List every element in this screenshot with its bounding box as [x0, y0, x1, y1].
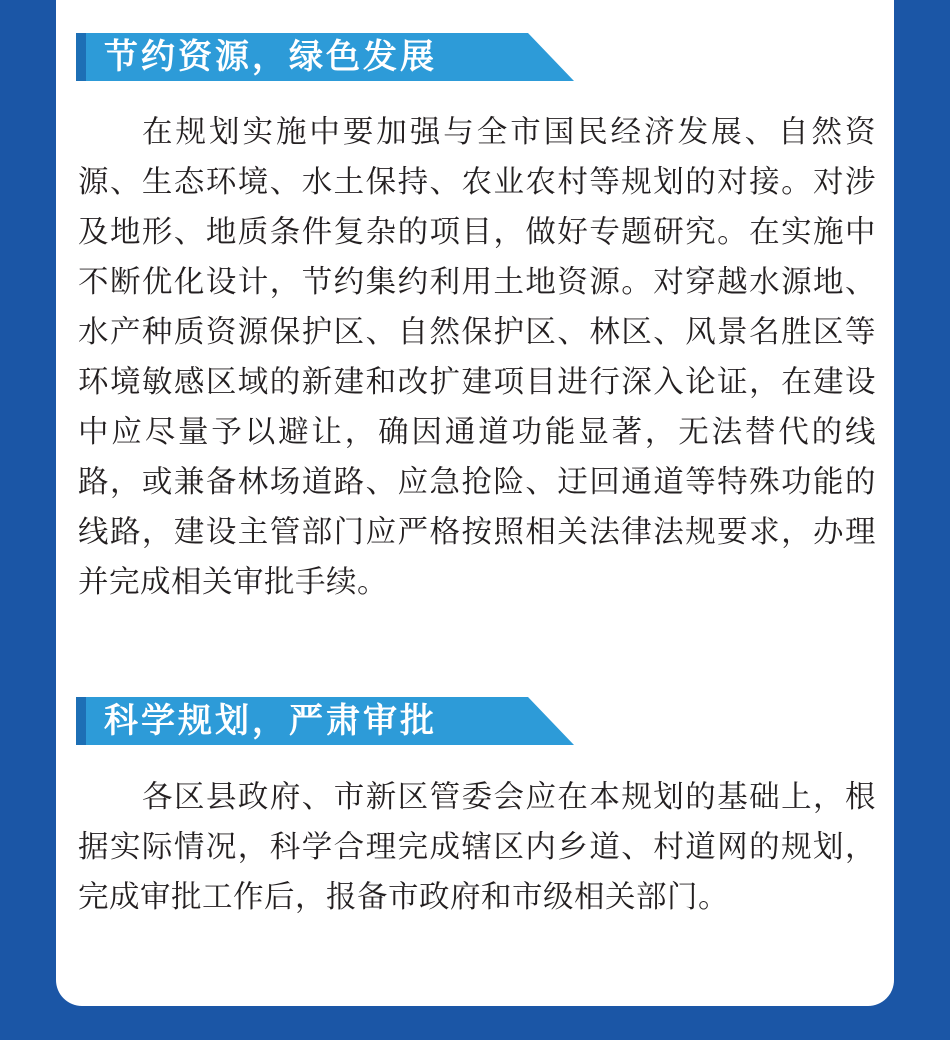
- section-heading-resources: [76, 33, 574, 81]
- section-heading-planning: [76, 697, 574, 745]
- section-heading-text: 科学规划，严肃审批: [104, 701, 437, 741]
- section-body-resources: 在规划实施中要加强与全市国民经济发展、自然资源、生态环境、水土保持、农业农村等规划的对接。对涉及地形、地质条件复杂的项目，做好专题研究。在实施中不断优化设计，节约集约利用土地资源。对穿越水源地、水产种质资源保护区、自然保护区、林区、风景名胜区等环境敏感区域的新建和改扩建项目进行深入论证，在建设中应尽量予以避让，确因通道功能显著，无法替代的线路，或兼备林场道路、应急抢险、迂回通道等特殊功能的线路，建设主管部门应严格按照相关法律法规要求，办理并完成相关审批手续。: [78, 115, 876, 600]
- section-heading-text: 节约资源，绿色发展: [104, 37, 437, 77]
- section-body-planning: 各区县政府、市新区管委会应在本规划的基础上，根据实际情况，科学合理完成辖区内乡道、村道网的规划，完成审批工作后，报备市政府和市级相关部门。: [78, 780, 876, 915]
